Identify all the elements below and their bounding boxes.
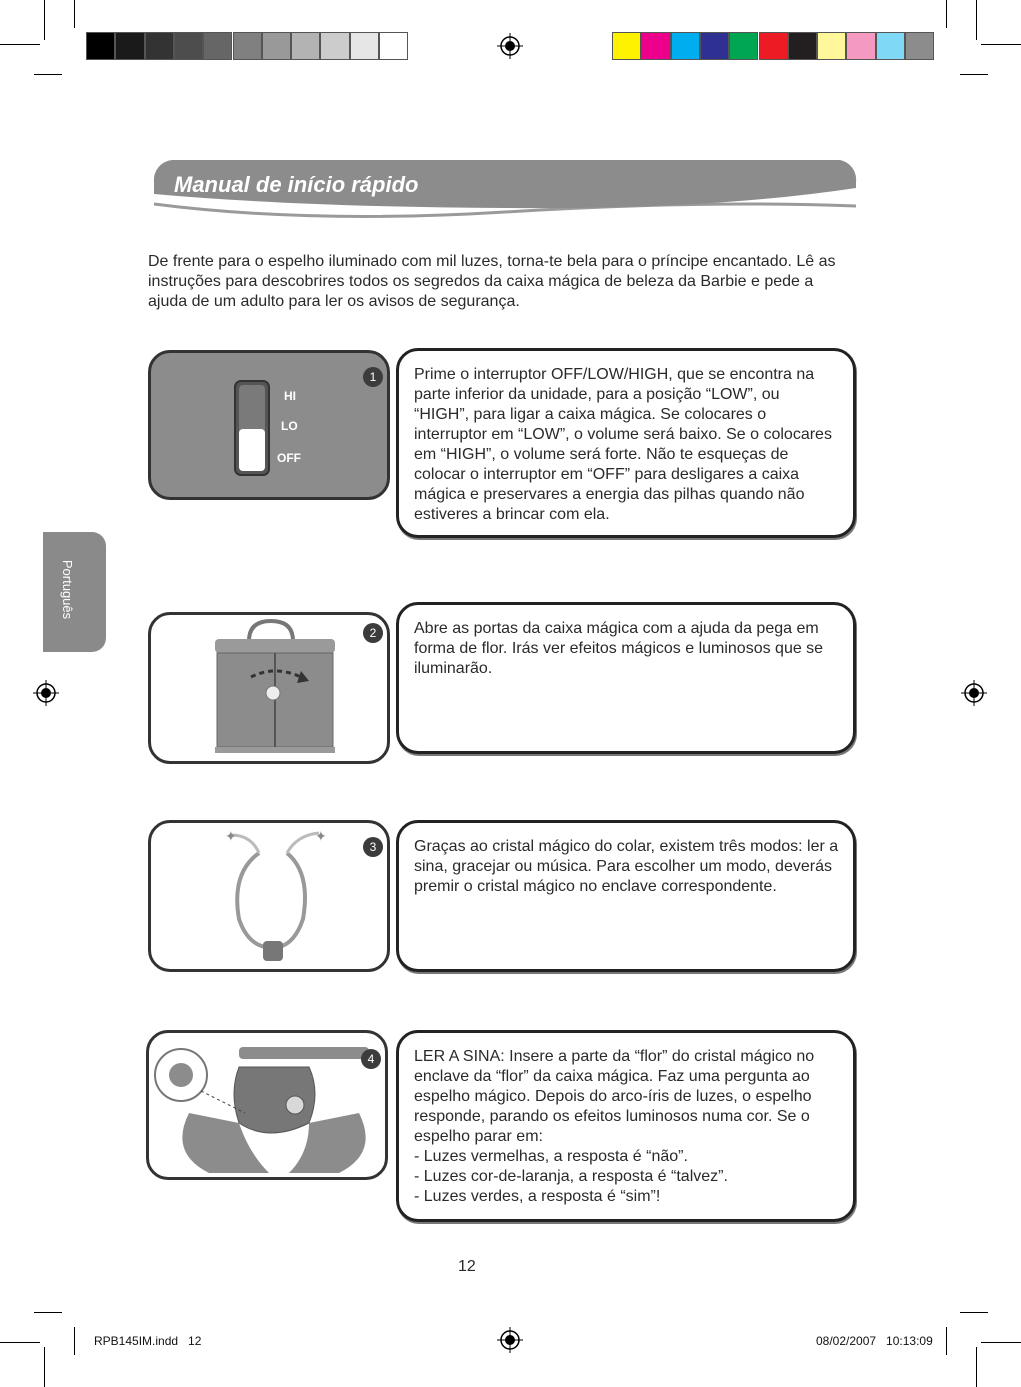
step-3-illustration: [148, 820, 390, 972]
step-4-line: - Luzes verdes, a resposta é “sim”!: [414, 1188, 661, 1205]
step-1-text: Prime o interruptor OFF/LOW/HIGH, que se encontra na parte inferior da unidade, para a posição “LOW”, ou “HIGH”, para ligar a caixa mágica. Se colocares o interruptor em “LOW”, o volume será baixo. Se o colocares em “HIGH”, o volume será forte. Não te esqueças de colocar o interruptor em “OFF” para desligares a caixa mágica e preservares a energia das pilhas quando não estiveres a brincar com ela.: [396, 348, 856, 538]
step-3-text: Graças ao cristal mágico do colar, existem três modos: ler a sina, gracejar ou música. Para escolher um modo, deverás premir o cristal mágico no enclave correspondente.: [396, 820, 856, 972]
language-label: Português: [60, 559, 76, 620]
color-swatch: [379, 32, 408, 60]
step-number-badge: 1: [363, 367, 383, 387]
color-swatch: [759, 32, 788, 60]
color-swatch: [291, 32, 320, 60]
color-swatch: [174, 32, 203, 60]
color-swatch: [876, 32, 905, 60]
step-number-badge: 3: [363, 837, 383, 857]
step-4-line: - Luzes vermelhas, a resposta é “não”.: [414, 1148, 688, 1165]
necklace-icon: [151, 823, 387, 969]
step-4-illustration: [146, 1030, 388, 1180]
step-4-text: [396, 1030, 856, 1222]
color-swatch: [320, 32, 349, 60]
color-swatch: [145, 32, 174, 60]
magic-box-open-icon: [149, 1033, 385, 1177]
color-swatch: [846, 32, 875, 60]
registration-mark-icon: [497, 1327, 523, 1353]
step-4-line: - Luzes cor-de-laranja, a resposta é “talvez”.: [414, 1168, 728, 1185]
step-2-illustration: [148, 612, 390, 764]
footer-timestamp: 08/02/2007 10:13:09: [816, 1334, 933, 1348]
step-number-badge: 2: [363, 623, 383, 643]
color-swatch: [788, 32, 817, 60]
power-switch-icon: [151, 353, 387, 497]
step-4-line: LER A SINA: Insere a parte da “flor” do cristal mágico no enclave da “flor” da caixa mágica. Faz uma pergunta ao espelho mágico. Depois do arco-íris de luzes, o espelho responde, parando os efeitos luminosos numa cor. Se o espelho parar em:: [414, 1048, 815, 1145]
step-1-illustration: [148, 350, 390, 500]
switch-label-lo: LO: [281, 419, 298, 433]
color-swatch: [86, 32, 115, 60]
intro-paragraph: De frente para o espelho iluminado com mil luzes, torna-te bela para o príncipe encantado. Lê as instruções para descobrires todos os segredos da caixa mágica de beleza da Barbie e pede a ajuda de um adulto para ler os avisos de segurança.: [148, 253, 836, 310]
color-swatch: [671, 32, 700, 60]
color-swatch: [905, 32, 934, 60]
color-swatch: [233, 32, 262, 60]
step-number-badge: 4: [361, 1049, 381, 1069]
registration-mark-icon: [497, 33, 523, 59]
magic-box-icon: [151, 615, 387, 761]
color-swatch: [729, 32, 758, 60]
color-swatch: [262, 32, 291, 60]
step-2-text: Abre as portas da caixa mágica com a ajuda da pega em forma de flor. Irás ver efeitos mágicos e luminosos que se iluminarão.: [396, 602, 856, 754]
page-number: 12: [458, 1258, 476, 1275]
registration-mark-icon: [33, 680, 59, 706]
color-swatch: [203, 32, 232, 60]
page-title: Manual de início rápido: [174, 172, 419, 197]
color-swatch: [350, 32, 379, 60]
registration-mark-icon: [961, 680, 987, 706]
color-swatch: [115, 32, 144, 60]
color-swatch: [612, 32, 641, 60]
color-swatch: [700, 32, 729, 60]
color-swatch: [641, 32, 670, 60]
svg-text:✦: ✦: [315, 828, 327, 844]
color-swatch: [817, 32, 846, 60]
switch-label-off: OFF: [277, 451, 301, 465]
footer-file-name: RPB145IM.indd 12: [94, 1334, 202, 1348]
switch-label-hi: HI: [284, 389, 296, 403]
svg-text:✦: ✦: [225, 828, 237, 844]
